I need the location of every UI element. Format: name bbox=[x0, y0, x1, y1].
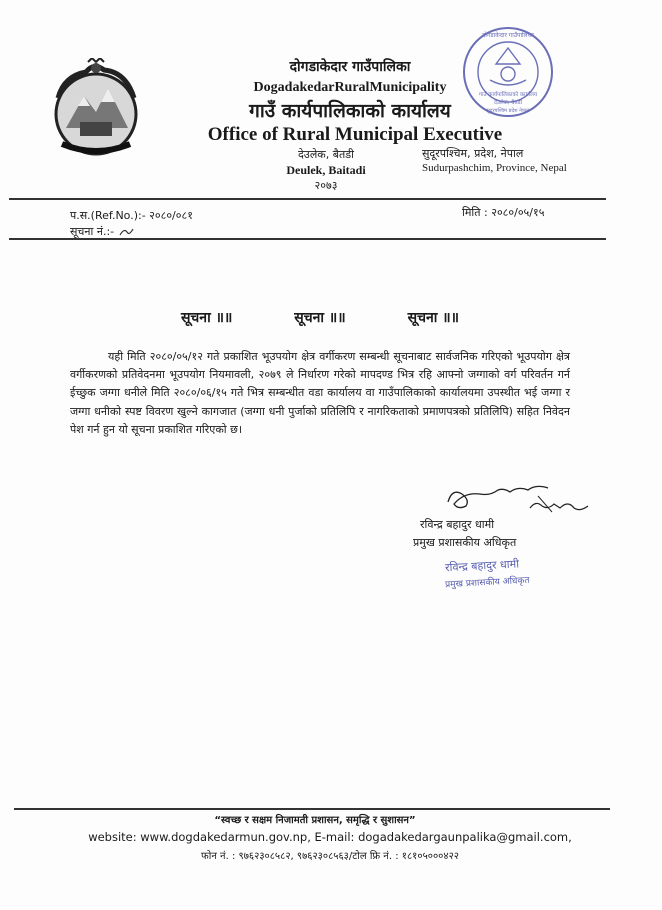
notice-title-3: सूचना ॥॥ bbox=[407, 310, 460, 326]
notice-title-2: सूचना ॥॥ bbox=[294, 310, 346, 326]
stamp-title: प्रमुख प्रशासकीय अधिकृत bbox=[444, 575, 530, 591]
ref-number: प.स.(Ref.No.):- २०८०/०८१ bbox=[70, 209, 193, 222]
nepal-emblem-icon bbox=[44, 58, 148, 162]
letter-date: मिति : २०८०/०५/१५ bbox=[462, 206, 545, 219]
ref-divider bbox=[9, 238, 606, 240]
stamp-name: रविन्द्र बहादुर धामी bbox=[444, 557, 520, 575]
signatory-title: प्रमुख प्रशासकीय अधिकृत bbox=[413, 536, 517, 549]
office-name-en: Office of Rural Municipal Executive bbox=[207, 124, 503, 145]
notice-title bbox=[150, 308, 490, 327]
address-en: Deulek, Baitadi bbox=[286, 163, 366, 177]
notice-title-1: सूचना ॥॥ bbox=[180, 310, 233, 326]
header-divider bbox=[9, 198, 606, 200]
seal-text-2: गाउँ कार्यपालिकाको कार्यालय bbox=[478, 92, 538, 98]
municipality-name-en: DogadakedarRuralMunicipality bbox=[253, 80, 447, 95]
address-np: देउलेक, बैतडी bbox=[297, 148, 355, 161]
footer-divider bbox=[14, 808, 610, 810]
signatory-stamp bbox=[444, 557, 530, 591]
province-np: सुदूरपश्चिम, प्रदेश, नेपाल bbox=[422, 147, 524, 160]
footer-motto: “स्वच्छ र सक्षम निजामती प्रशासन, समृद्धि र सुशासन” bbox=[214, 815, 416, 826]
seal-text-1: दोगडाकेदार गाउँपालिका bbox=[482, 32, 534, 39]
suchana-number bbox=[70, 224, 136, 239]
footer-website-email: website: www.dogdakedarmun.gov.np, E-mail: dogadakedargaunpalika@gmail.com, bbox=[88, 830, 572, 844]
footer-phone: फोन नं. : ९७६२३०८५८२, ९७६२३०८५६३/टोल फ्रि नं. : १८१०५०००४२२ bbox=[201, 851, 459, 862]
suchana-number-label: सूचना नं.:- bbox=[70, 225, 115, 238]
province-en: Sudurpashchim, Province, Nepal bbox=[422, 162, 567, 174]
office-name-np: गाउँ कार्यपालिकाको कार्यालय bbox=[249, 100, 451, 122]
signatory-name: रविन्द्र बहादुर धामी bbox=[420, 518, 495, 531]
seal-text-4: सुदूरपश्चिम प्रदेश नेपाल bbox=[486, 108, 530, 114]
handwritten-signature bbox=[440, 478, 600, 518]
established-year: २०७३ bbox=[314, 179, 338, 192]
municipality-name-np: दोगडाकेदार गाउँपालिका bbox=[289, 59, 411, 75]
handwritten-number-icon bbox=[118, 226, 136, 238]
seal-text-3: देउलेक, बैतडी bbox=[493, 100, 523, 106]
notice-body: यही मिति २०८०/०५/१२ गते प्रकाशित भूउपयोग क्षेत्र वर्गीकरण सम्बन्धी सूचनाबाट सार्वजनिक गरिएको भूउपयोग क्षेत्र वर्गीकरणको प्रतिवेदनमा भूउपयोग नियमावली, २०७९ ले निर्धारण गरेको मापदण्ड भित्र रहि आफ्नो जग्गाको वर्ग परिवर्तन गर्न ईच्छुक जग्गा धनीले मिति २०८०/०६/१५ गते भित्र सम्बन्धीत वडा कार्यालय वा गाउँपालिकाको कार्यालयमा उपस्थीत भई जग्गा र जग्गा धनीको स्पष्ट विवरण खुल्ने कागजात (जग्गा धनी पुर्जाको प्रतिलिपि र नागरिकताको प्रमाणपत्रको प्रतिलिपि) सहित निवेदन पेश गर्न हुन यो सूचना प्रकाशित गरिएको छ। bbox=[70, 350, 570, 436]
